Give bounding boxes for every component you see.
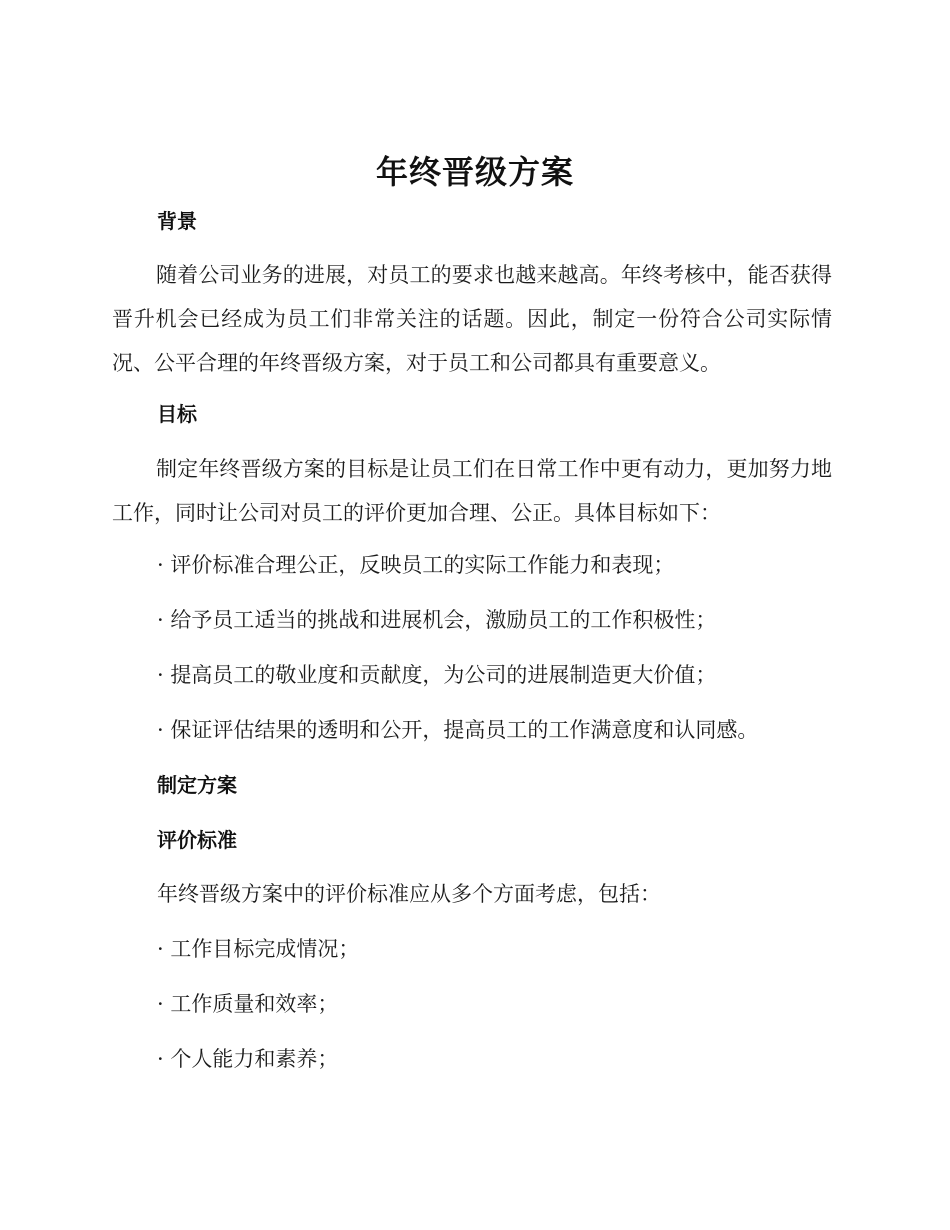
goal-bullet-3: · 提高员工的敬业度和贡献度，为公司的进展制造更大价值；	[157, 663, 717, 687]
paragraph-goals: 制定年终晋级方案的目标是让员工们在日常工作中更有动力，更加努力地工作，同时让公司对员工的评价更加合理、公正。具体目标如下：	[112, 457, 832, 525]
criteria-bullet-1: · 工作目标完成情况；	[157, 937, 360, 961]
criteria-bullet-3: · 个人能力和素养；	[157, 1047, 339, 1071]
heading-plan: 制定方案	[157, 773, 237, 797]
criteria-bullet-2: · 工作质量和效率；	[157, 992, 339, 1016]
paragraph-background: 随着公司业务的进展，对员工的要求也越来越高。年终考核中，能否获得晋升机会已经成为员工们非常关注的话题。因此，制定一份符合公司实际情况、公平合理的年终晋级方案，对于员工和公司都具有重要意义。	[112, 263, 832, 375]
document-title: 年终晋级方案	[375, 153, 574, 191]
goal-bullet-4: · 保证评估结果的透明和公开，提高员工的工作满意度和认同感。	[157, 718, 759, 742]
heading-goals: 目标	[157, 402, 197, 426]
heading-criteria: 评价标准	[157, 828, 237, 852]
criteria-intro: 年终晋级方案中的评价标准应从多个方面考虑，包括：	[157, 882, 661, 906]
goal-bullet-1: · 评价标准合理公正，反映员工的实际工作能力和表现；	[157, 553, 675, 577]
heading-background: 背景	[157, 209, 197, 233]
goal-bullet-2: · 给予员工适当的挑战和进展机会，激励员工的工作积极性；	[157, 608, 717, 632]
